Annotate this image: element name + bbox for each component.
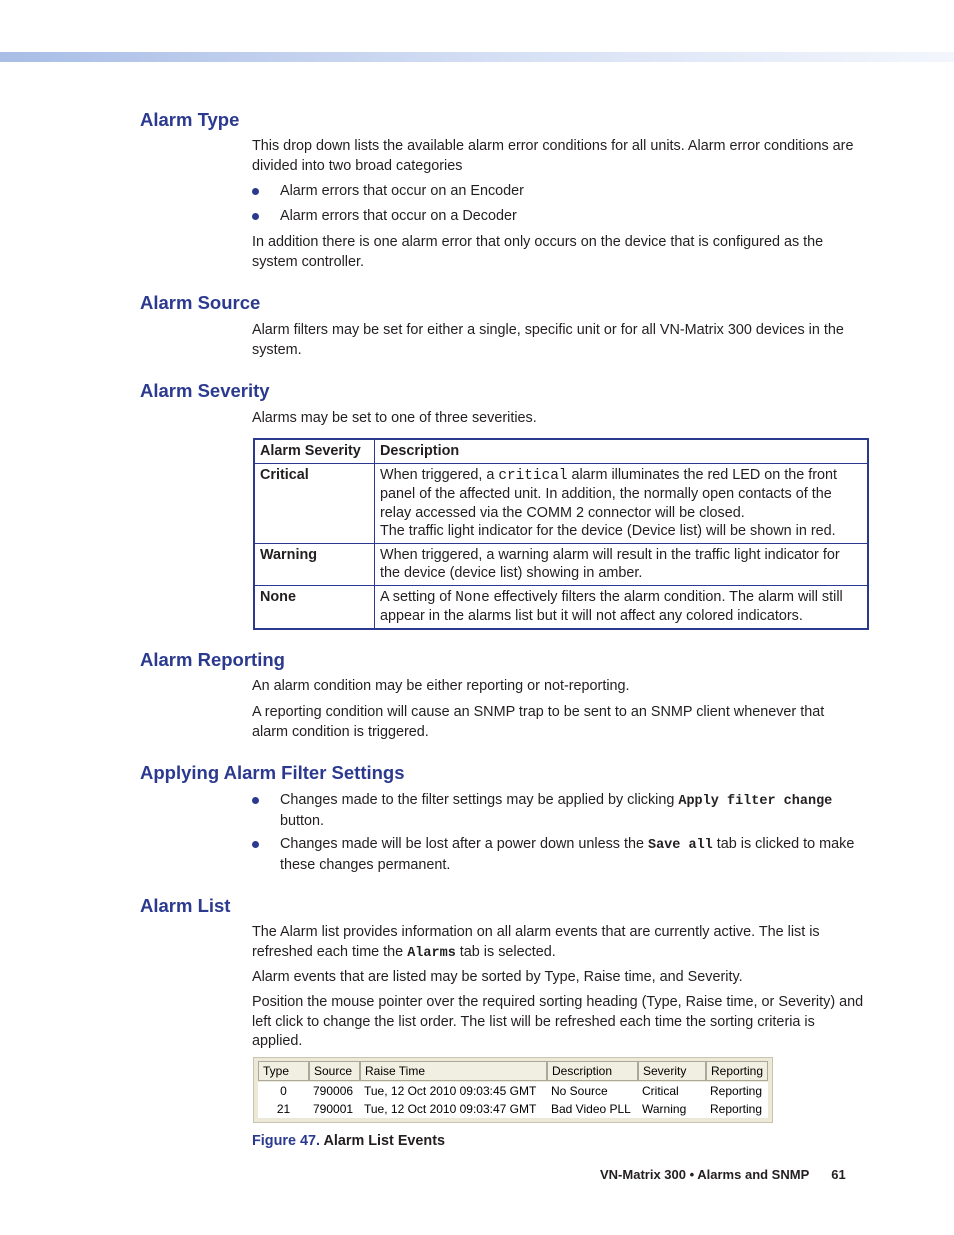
column-header-source[interactable]: Source [309, 1061, 360, 1081]
header-gradient-bar [0, 52, 954, 62]
alarm-source-text: Alarm filters may be set for either a single, specific unit or for all VN-Matrix 300 devices in the system. [252, 322, 844, 358]
text: tab is clicked to make these changes permanent. [280, 836, 855, 873]
column-header: Alarm Severity [254, 439, 375, 463]
code-critical: critical [498, 467, 568, 484]
desc-text: The traffic light indicator for the device (Device list) will be shown in red. [380, 523, 836, 539]
severity-name: Warning [254, 543, 375, 585]
table-cell[interactable]: Tue, 12 Oct 2010 09:03:47 GMT [360, 1100, 547, 1118]
alarm-list-screenshot [253, 1057, 773, 1123]
column-header-raise-time[interactable]: Raise Time [360, 1061, 547, 1081]
text: Changes made to the filter settings may be applied by clicking [280, 792, 679, 808]
desc-text: alarm illuminates the red LED on the front panel of the affected unit. In addition, the normally open contacts of the relay accessed via the COMM 2 connector will be closed. [380, 466, 838, 521]
code-none: None [455, 589, 490, 606]
text: tab is selected. [455, 943, 556, 960]
severity-name: None [254, 585, 375, 629]
table-cell[interactable]: Tue, 12 Oct 2010 09:03:45 GMT [360, 1082, 547, 1100]
severity-description [375, 585, 869, 629]
table-cell[interactable]: 0 [258, 1082, 309, 1100]
desc-text: When triggered, a [380, 466, 499, 483]
alarm-type-outro: In addition there is one alarm error that only occurs on the device that is configured as the system controller. [252, 234, 824, 270]
figure-title: Alarm List Events [323, 1133, 446, 1149]
alarm-list-p1 [252, 923, 864, 963]
table-cell[interactable]: 790006 [309, 1082, 360, 1100]
code-apply-filter-change: Apply filter change [678, 794, 833, 809]
table-cell[interactable]: Reporting [706, 1082, 768, 1100]
bullet-icon [252, 213, 259, 220]
text: button. [280, 812, 325, 829]
code-save-all: Save all [647, 838, 713, 853]
alarm-reporting-p2: A reporting condition will cause an SNMP trap to be sent to an SNMP client whenever that alarm condition is triggered. [252, 704, 825, 740]
alarm-type-intro: This drop down lists the available alarm error conditions for all units. Alarm error conditions are divided into two broad categories [252, 138, 854, 174]
column-header-type[interactable]: Type [258, 1061, 309, 1081]
footer-title: VN-Matrix 300 • Alarms and SNMP [600, 1167, 810, 1182]
heading-alarm-reporting: Alarm Reporting [140, 649, 285, 670]
bullet-text [280, 835, 865, 875]
alarm-list-p2: Alarm events that are listed may be sorted by Type, Raise time, and Severity. [252, 969, 743, 985]
figure-caption [252, 1133, 445, 1149]
heading-applying-filter: Applying Alarm Filter Settings [140, 762, 405, 783]
table-row [254, 543, 868, 585]
heading-alarm-type: Alarm Type [140, 109, 240, 130]
severity-name: Critical [254, 463, 375, 543]
bullet-text [280, 791, 865, 831]
alarm-list-p3: Position the mouse pointer over the required sorting heading (Type, Raise time, or Severity) and left click to change the list order. The list will be refreshed each time the sorting criteria is applied. [252, 994, 864, 1049]
heading-alarm-severity: Alarm Severity [140, 380, 270, 401]
bullet-icon [252, 841, 259, 848]
desc-text: effectively filters the alarm condition. The alarm will still appear in the alarms list but it will not affect any colored indicators. [380, 588, 843, 624]
text: Changes made will be lost after a power down unless the [280, 836, 648, 852]
table-cell[interactable]: Critical [638, 1082, 706, 1100]
heading-alarm-list: Alarm List [140, 895, 231, 916]
column-header-severity[interactable]: Severity [638, 1061, 706, 1081]
table-row [254, 463, 868, 543]
severity-description: When triggered, a warning alarm will result in the traffic light indicator for the device (device list) showing in amber. [375, 543, 869, 585]
bullet-text: Alarm errors that occur on an Encoder [280, 183, 524, 199]
column-header-description[interactable]: Description [547, 1061, 638, 1081]
table-cell[interactable]: Bad Video PLL [547, 1100, 638, 1118]
alarm-reporting-p1: An alarm condition may be either reporting or not-reporting. [252, 678, 630, 694]
code-alarms: Alarms [407, 945, 456, 961]
text: The Alarm list provides information on all alarm events that are currently active. The list is refreshed each time the [252, 924, 820, 960]
table-cell[interactable]: Warning [638, 1100, 706, 1118]
figure-label: Figure 47. [252, 1133, 320, 1149]
page-footer [600, 1167, 846, 1182]
column-header: Description [375, 439, 869, 463]
bullet-icon [252, 188, 259, 195]
severity-description [375, 463, 869, 543]
column-header-reporting[interactable]: Reporting [706, 1061, 768, 1081]
bullet-icon [252, 797, 259, 804]
page-number: 61 [831, 1167, 846, 1182]
table-cell[interactable]: 790001 [309, 1100, 360, 1118]
desc-text: A setting of [380, 588, 456, 605]
table-cell[interactable]: No Source [547, 1082, 638, 1100]
bullet-text: Alarm errors that occur on a Decoder [280, 208, 517, 224]
heading-alarm-source: Alarm Source [140, 292, 261, 313]
severity-table [253, 438, 869, 630]
table-cell[interactable]: 21 [258, 1100, 309, 1118]
table-header-row [254, 439, 868, 463]
table-cell[interactable]: Reporting [706, 1100, 768, 1118]
alarm-severity-text: Alarms may be set to one of three severities. [252, 410, 537, 426]
table-row [254, 585, 868, 629]
